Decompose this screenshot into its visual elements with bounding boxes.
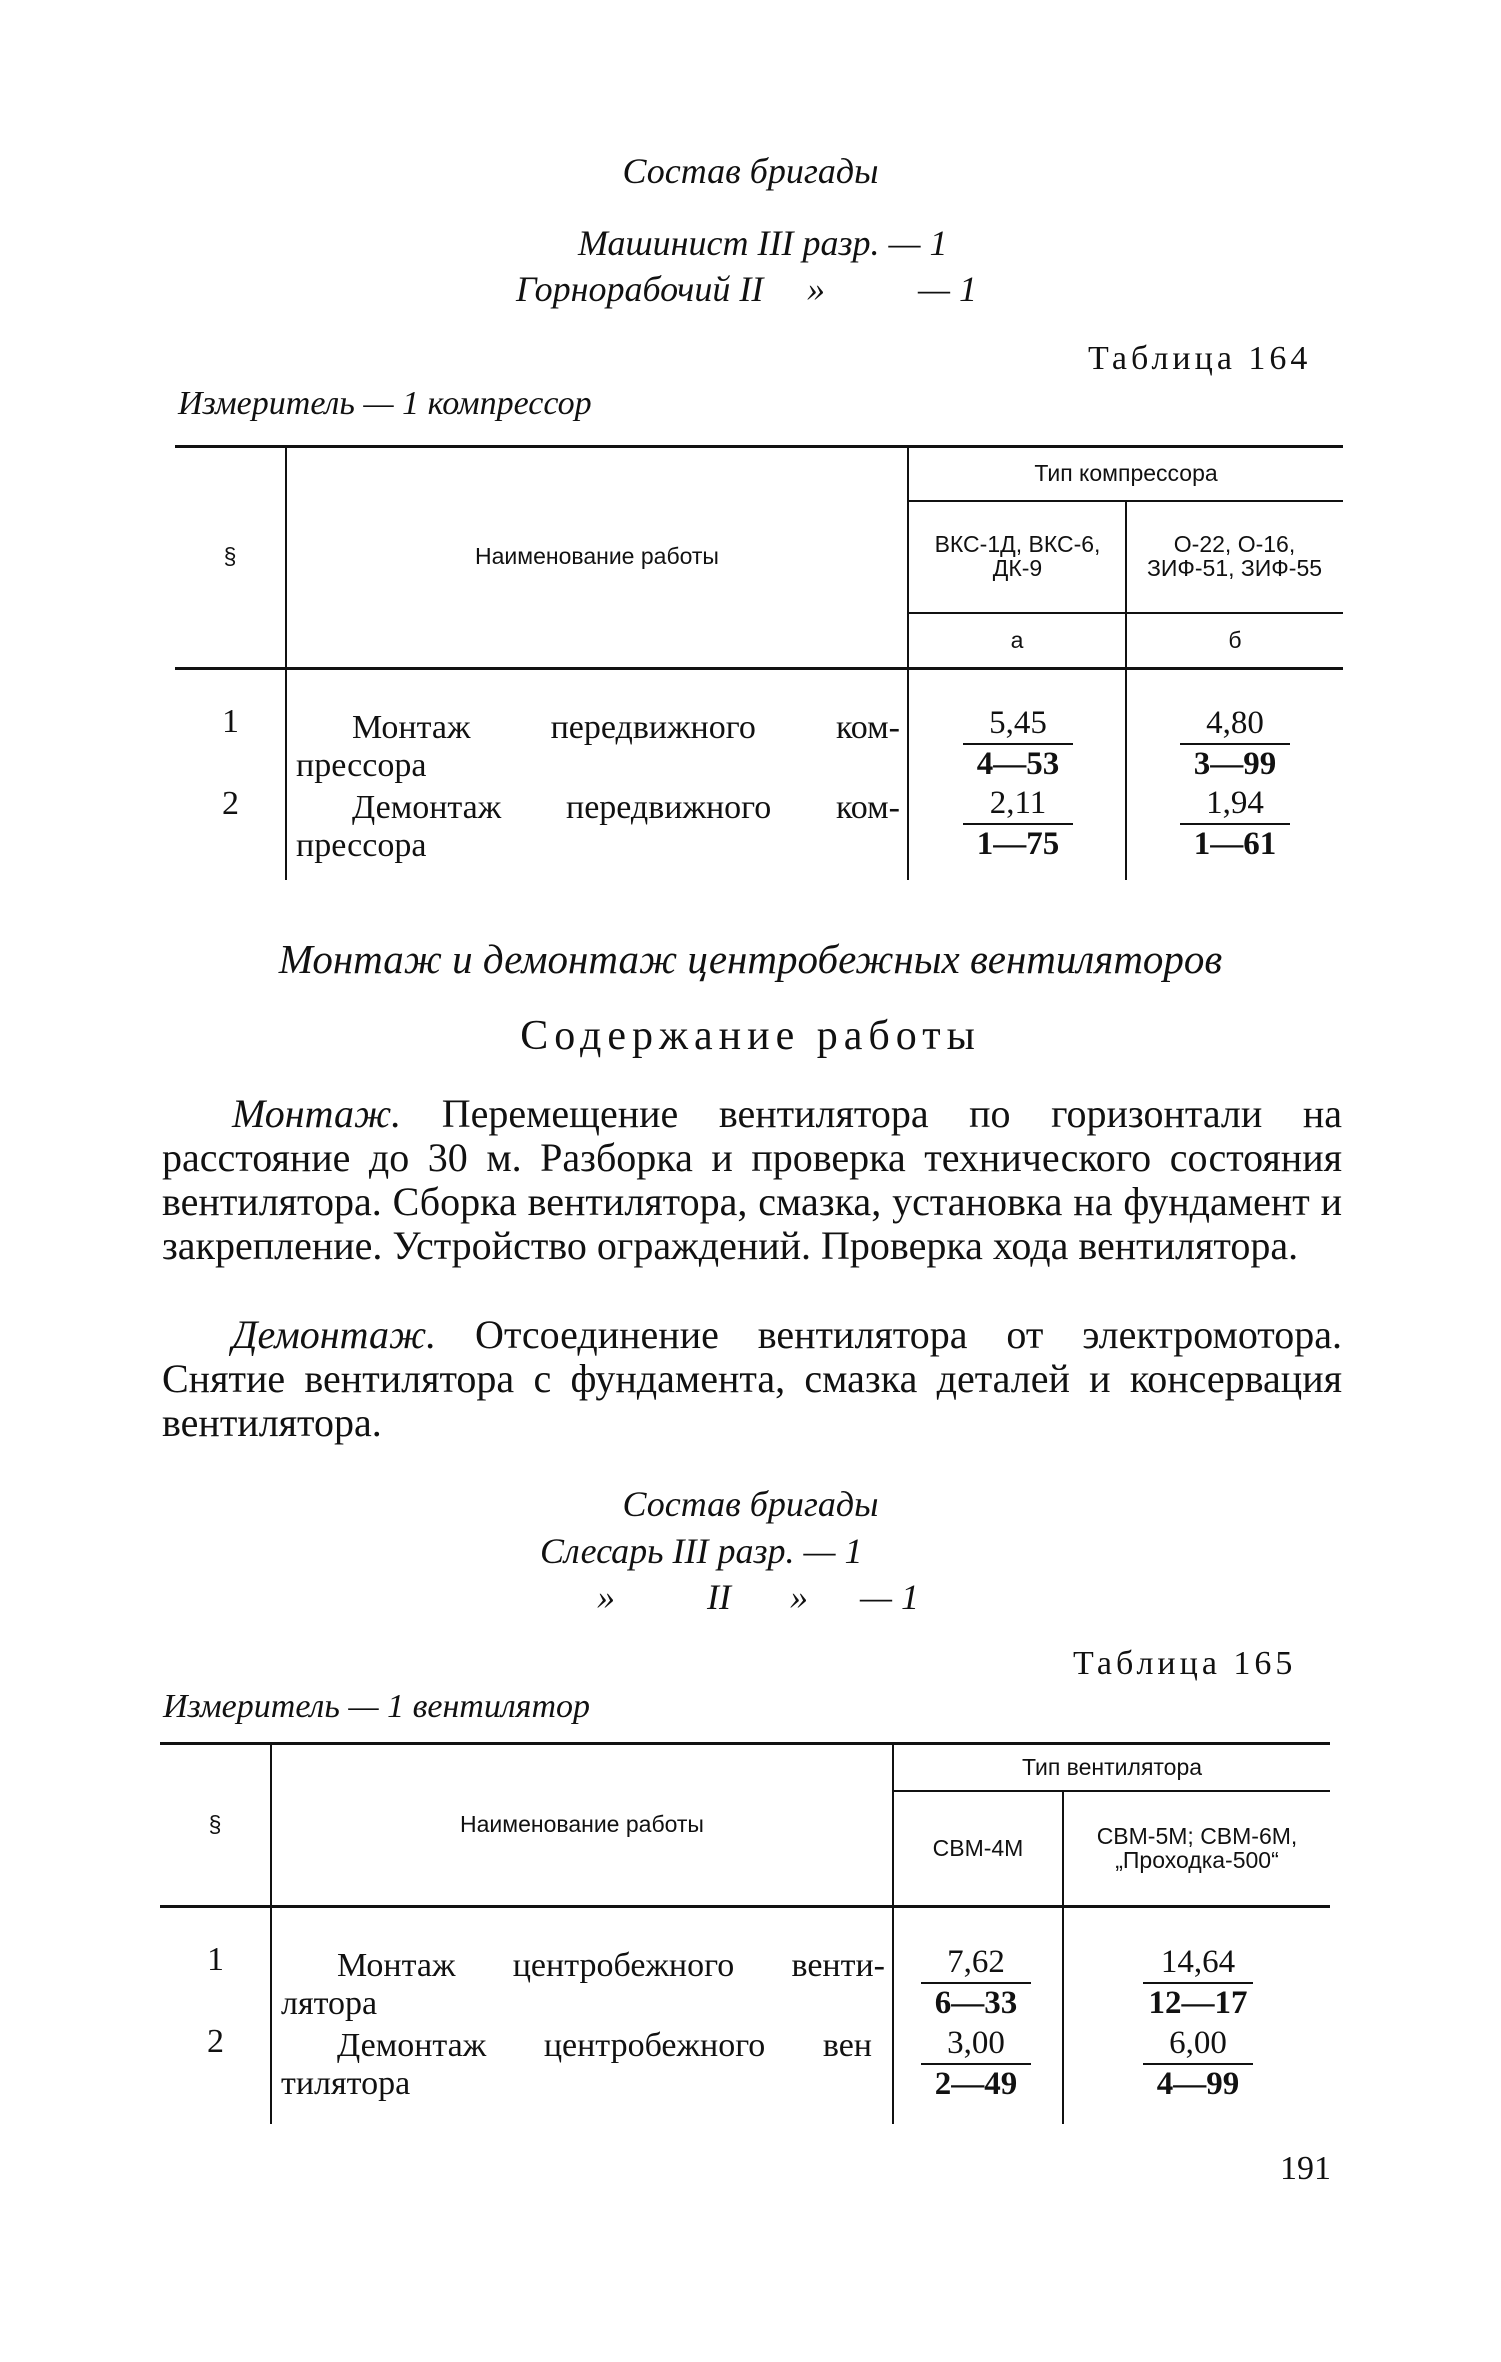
paragraph-text: Перемещение вентилятора по горизонтали на расстояние до 30 м. Разборка и проверка технического состояния вентилятора. Сборка вентилятора, смазка, установка на фундамент и закрепление. Устройство ограждений. Проверка хода вентилятора.: [162, 1091, 1342, 1268]
table-164-header-section: §: [223, 542, 237, 569]
rate: 12—17: [1148, 1985, 1248, 2021]
table-164-caption: Таблица 164: [1088, 340, 1312, 377]
crew-line-miner-count: — 1: [918, 269, 978, 309]
row-work-name: Демонтаж передвижного ком-: [352, 789, 900, 826]
row-number: 1: [207, 1941, 224, 1978]
rate: 3—99: [1193, 746, 1277, 782]
row-value-b: [1180, 704, 1290, 783]
table-164-header-letter-a: а: [1010, 626, 1024, 653]
rate: 4—99: [1156, 2066, 1240, 2102]
rate: 1—75: [976, 826, 1060, 862]
table-165-header-section: §: [208, 1810, 222, 1837]
table-165-header-col-b: СВМ-5М; СВМ-6М, „Проходка-500“: [1096, 1822, 1298, 1873]
row-number: 1: [222, 703, 239, 740]
table-164-vline-3: [1125, 502, 1127, 880]
table-164-header-rule: [175, 667, 1343, 670]
paragraph-lead: Демонтаж.: [232, 1312, 437, 1357]
row-work-name-cont: лятора: [281, 1985, 378, 2022]
section-title: Монтаж и демонтаж центробежных вентиляторов: [278, 936, 1223, 982]
row-number: 2: [222, 785, 239, 822]
norm-time: 7,62: [921, 1943, 1031, 1984]
table-164-header-letter-b: б: [1228, 626, 1242, 653]
paragraph-installation: [162, 1092, 1342, 1268]
row-work-name-cont: тилятора: [281, 2065, 411, 2102]
row-value-a: [963, 784, 1073, 863]
paragraph-text: Отсоединение вентилятора от электромотора. Снятие вентилятора с фундамента, смазка деталей и консервация вентилятора.: [162, 1312, 1342, 1445]
norm-time: 6,00: [1143, 2024, 1253, 2065]
crew-line-fitter2-ditto2: »: [790, 1577, 808, 1617]
row-work-name-cont: прессора: [296, 747, 427, 784]
crew-line-fitter2-grade: II: [707, 1577, 731, 1617]
table-164-header-name: Наименование работы: [475, 542, 719, 569]
table-165-header-type: Тип вентилятора: [1021, 1753, 1203, 1780]
norm-time: 4,80: [1180, 704, 1290, 745]
row-number: 2: [207, 2023, 224, 2060]
table-165-header-name: Наименование работы: [460, 1810, 704, 1837]
table-164-header-type: Тип компрессора: [1034, 459, 1218, 486]
page-number: 191: [1280, 2150, 1331, 2187]
crew-line-machinist: Машинист III разр. — 1: [578, 223, 948, 263]
rate: 6—33: [934, 1985, 1018, 2021]
norm-time: 3,00: [921, 2024, 1031, 2065]
norm-time: 14,64: [1143, 1943, 1253, 1984]
crew-line-fitter: Слесарь III разр. — 1: [540, 1531, 863, 1571]
content-heading: Содержание работы: [520, 1013, 981, 1059]
rate: 1—61: [1193, 826, 1277, 862]
crew-line-miner-ditto: »: [807, 269, 825, 309]
table-164-header-col-a: ВКС-1Д, ВКС-6, ДК-9: [934, 530, 1101, 581]
norm-time: 1,94: [1180, 784, 1290, 825]
crew-line-fitter2-ditto: »: [597, 1577, 615, 1617]
crew-title-2: Состав бригады: [622, 1484, 879, 1524]
crew-line-miner: Горнорабочий II: [516, 269, 764, 309]
row-value-a: [921, 1943, 1031, 2022]
row-work-name: Монтаж центробежного венти-: [337, 1947, 885, 1984]
paragraph-dismantling: [162, 1313, 1342, 1445]
norm-time: 5,45: [963, 704, 1073, 745]
table-165-caption: Таблица 165: [1073, 1645, 1297, 1682]
table-164-header-col-b: О-22, О-16, ЗИФ-51, ЗИФ-55: [1146, 530, 1323, 581]
paragraph-lead: Монтаж.: [232, 1091, 402, 1136]
row-value-b: [1180, 784, 1290, 863]
table-165-header-col-a: СВМ-4М: [932, 1834, 1024, 1861]
row-work-name-cont: прессора: [296, 827, 427, 864]
crew-line-fitter2-count: — 1: [860, 1577, 920, 1617]
row-work-name: Монтаж передвижного ком-: [352, 709, 900, 746]
table-165-measure: Измеритель — 1 вентилятор: [163, 1688, 591, 1725]
rate: 2—49: [934, 2066, 1018, 2102]
table-165-header-rule: [160, 1905, 1330, 1908]
row-value-b: [1143, 2024, 1253, 2103]
rate: 4—53: [976, 746, 1060, 782]
row-value-b: [1143, 1943, 1253, 2022]
crew-title-1: Состав бригады: [622, 151, 879, 191]
row-value-a: [963, 704, 1073, 783]
row-work-name: Демонтаж центробежного вен: [337, 2027, 872, 2064]
table-164-measure: Измеритель — 1 компрессор: [178, 385, 592, 422]
norm-time: 2,11: [963, 784, 1073, 825]
row-value-a: [921, 2024, 1031, 2103]
